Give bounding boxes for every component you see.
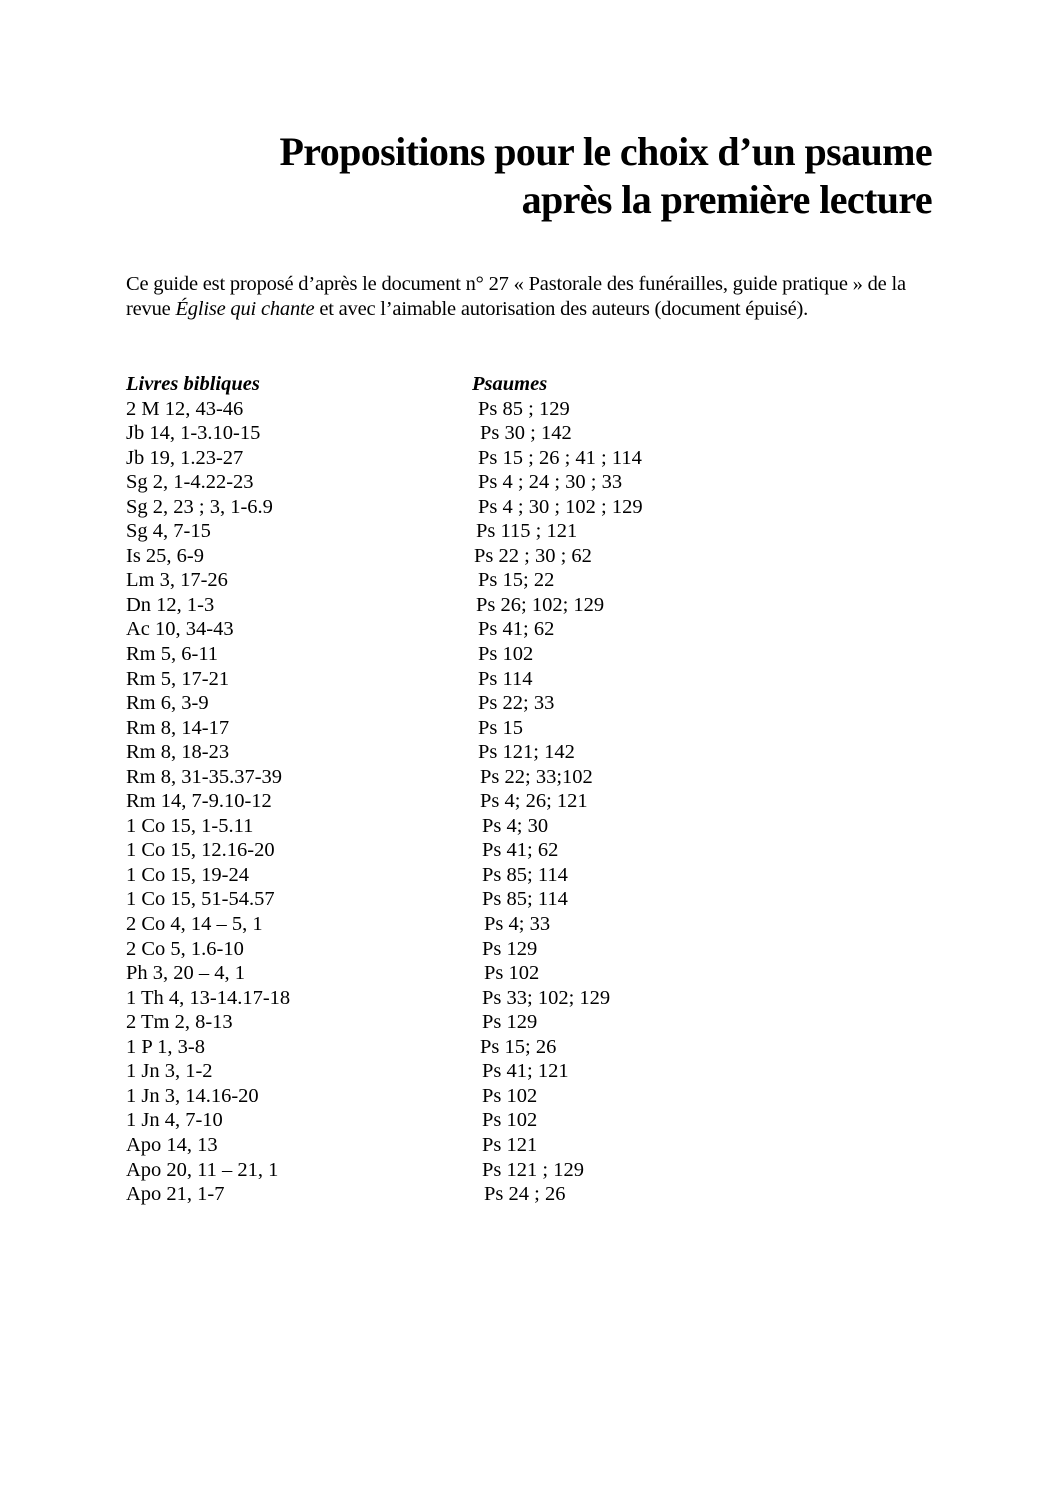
- header-books: Livres bibliques: [126, 373, 260, 395]
- psalm-list: Ps 41; 62: [482, 839, 559, 862]
- psalm-list: Ps 30 ; 142: [480, 422, 572, 445]
- table-row: [126, 593, 726, 618]
- book-reference: Apo 20, 11 – 21, 1: [126, 1158, 279, 1181]
- table-row: [126, 716, 726, 741]
- psalm-list: Ps 85; 114: [482, 888, 568, 911]
- intro-text-1: Ce guide est proposé d’après le document n° 27 « Pastorale des funérailles, guide pratique » de la revue: [126, 273, 906, 320]
- book-reference: Ph 3, 20 – 4, 1: [126, 962, 246, 985]
- psalm-list: Ps 121; 142: [478, 741, 575, 764]
- journal-name: Église qui chante: [175, 298, 315, 320]
- psalm-list: Ps 22; 33;102: [480, 765, 593, 788]
- book-reference: Rm 8, 31-35.37-39: [126, 765, 283, 788]
- psalm-list: Ps 41; 62: [478, 618, 555, 641]
- intro-text-2: et avec l’aimable autorisation des auteurs (document épuisé).: [314, 298, 809, 320]
- book-reference: Rm 6, 3-9: [126, 692, 209, 715]
- book-reference: 1 Jn 3, 14.16-20: [126, 1084, 259, 1107]
- psalm-list: Ps 15; 26: [480, 1035, 557, 1058]
- book-reference: 2 Co 5, 1.6-10: [126, 937, 244, 960]
- psalm-list: Ps 85; 114: [482, 863, 568, 886]
- psalm-list: Ps 85 ; 129: [478, 397, 570, 420]
- book-reference: 1 Jn 4, 7-10: [126, 1109, 223, 1132]
- psalm-list: Ps 26; 102; 129: [476, 593, 605, 616]
- psalm-list: Ps 15; 22: [478, 569, 555, 592]
- psalm-list: Ps 121: [482, 1133, 538, 1156]
- psalm-list: Ps 129: [482, 937, 538, 960]
- table-row: [126, 937, 726, 962]
- psalm-list: Ps 121 ; 129: [482, 1158, 584, 1181]
- table-row: [126, 397, 726, 422]
- psalm-list: Ps 15 ; 26 ; 41 ; 114: [478, 446, 642, 469]
- psalm-list: Ps 102: [482, 1109, 538, 1132]
- table-row: [126, 519, 726, 544]
- book-reference: 1 Co 15, 1-5.11: [126, 814, 254, 837]
- psalm-list: Ps 4; 33: [484, 913, 551, 936]
- table-row: [126, 446, 726, 471]
- book-reference: Rm 8, 18-23: [126, 741, 230, 764]
- psalm-list: Ps 22; 33: [478, 692, 555, 715]
- book-reference: Rm 14, 7-9.10-12: [126, 790, 272, 813]
- psalm-list: Ps 22 ; 30 ; 62: [474, 544, 592, 567]
- table-row: [126, 789, 726, 814]
- psalm-table: [126, 372, 726, 1207]
- book-reference: 1 Jn 3, 1-2: [126, 1060, 213, 1083]
- table-row: [126, 814, 726, 839]
- table-row: [126, 961, 726, 986]
- table-row: [126, 1108, 726, 1133]
- book-reference: Ac 10, 34-43: [126, 618, 234, 641]
- book-reference: Apo 14, 13: [126, 1133, 218, 1156]
- table-row: [126, 1158, 726, 1183]
- table-row: [126, 1182, 726, 1207]
- book-reference: Sg 2, 23 ; 3, 1-6.9: [126, 495, 273, 518]
- table-row: [126, 765, 726, 790]
- table-body: [126, 397, 726, 1207]
- table-row: [126, 568, 726, 593]
- psalm-list: Ps 129: [482, 1011, 538, 1034]
- psalm-list: Ps 41; 121: [482, 1060, 569, 1083]
- book-reference: 1 P 1, 3-8: [126, 1035, 205, 1058]
- book-reference: Jb 19, 1.23-27: [126, 446, 244, 469]
- title-line-2: après la première lecture: [521, 177, 932, 222]
- book-reference: 2 Tm 2, 8-13: [126, 1011, 233, 1034]
- book-reference: 2 Co 4, 14 – 5, 1: [126, 913, 263, 936]
- book-reference: Rm 5, 6-11: [126, 643, 219, 666]
- table-row: [126, 617, 726, 642]
- table-row: [126, 1035, 726, 1060]
- table-row: [126, 1084, 726, 1109]
- table-row: [126, 667, 726, 692]
- intro-paragraph: [126, 272, 946, 322]
- book-reference: 1 Co 15, 19-24: [126, 863, 249, 886]
- book-reference: Rm 8, 14-17: [126, 716, 230, 739]
- book-reference: Sg 2, 1-4.22-23: [126, 471, 254, 494]
- psalm-list: Ps 15: [478, 716, 524, 739]
- psalm-list: Ps 114: [478, 667, 533, 690]
- book-reference: Sg 4, 7-15: [126, 520, 211, 543]
- book-reference: Dn 12, 1-3: [126, 593, 215, 616]
- book-reference: 1 Th 4, 13-14.17-18: [126, 986, 291, 1009]
- psalm-list: Ps 102: [484, 962, 540, 985]
- psalm-list: Ps 4 ; 24 ; 30 ; 33: [478, 471, 623, 494]
- table-row: [126, 887, 726, 912]
- psalm-list: Ps 4 ; 30 ; 102 ; 129: [478, 495, 643, 518]
- psalm-list: Ps 115 ; 121: [476, 520, 578, 543]
- psalm-list: Ps 102: [482, 1084, 538, 1107]
- table-row: [126, 838, 726, 863]
- table-row: [126, 740, 726, 765]
- page-title: [279, 128, 932, 224]
- header-psalms: Psaumes: [472, 373, 548, 395]
- book-reference: Is 25, 6-9: [126, 544, 205, 567]
- book-reference: 1 Co 15, 51-54.57: [126, 888, 275, 911]
- book-reference: 1 Co 15, 12.16-20: [126, 839, 275, 862]
- table-row: [126, 1010, 726, 1035]
- title-line-1: Propositions pour le choix d’un psaume: [279, 129, 932, 174]
- book-reference: Rm 5, 17-21: [126, 667, 230, 690]
- table-row: [126, 421, 726, 446]
- psalm-list: Ps 24 ; 26: [484, 1183, 566, 1206]
- table-header: [126, 372, 726, 397]
- book-reference: Jb 14, 1-3.10-15: [126, 422, 261, 445]
- table-row: [126, 495, 726, 520]
- table-row: [126, 1133, 726, 1158]
- psalm-list: Ps 4; 26; 121: [480, 790, 588, 813]
- psalm-list: Ps 33; 102; 129: [482, 986, 611, 1009]
- table-row: [126, 863, 726, 888]
- table-row: [126, 544, 726, 569]
- table-row: [126, 986, 726, 1011]
- book-reference: Lm 3, 17-26: [126, 569, 228, 592]
- psalm-list: Ps 4; 30: [482, 814, 549, 837]
- table-row: [126, 470, 726, 495]
- book-reference: Apo 21, 1-7: [126, 1183, 225, 1206]
- table-row: [126, 912, 726, 937]
- psalm-list: Ps 102: [478, 643, 534, 666]
- book-reference: 2 M 12, 43-46: [126, 397, 244, 420]
- table-row: [126, 642, 726, 667]
- table-row: [126, 691, 726, 716]
- table-row: [126, 1059, 726, 1084]
